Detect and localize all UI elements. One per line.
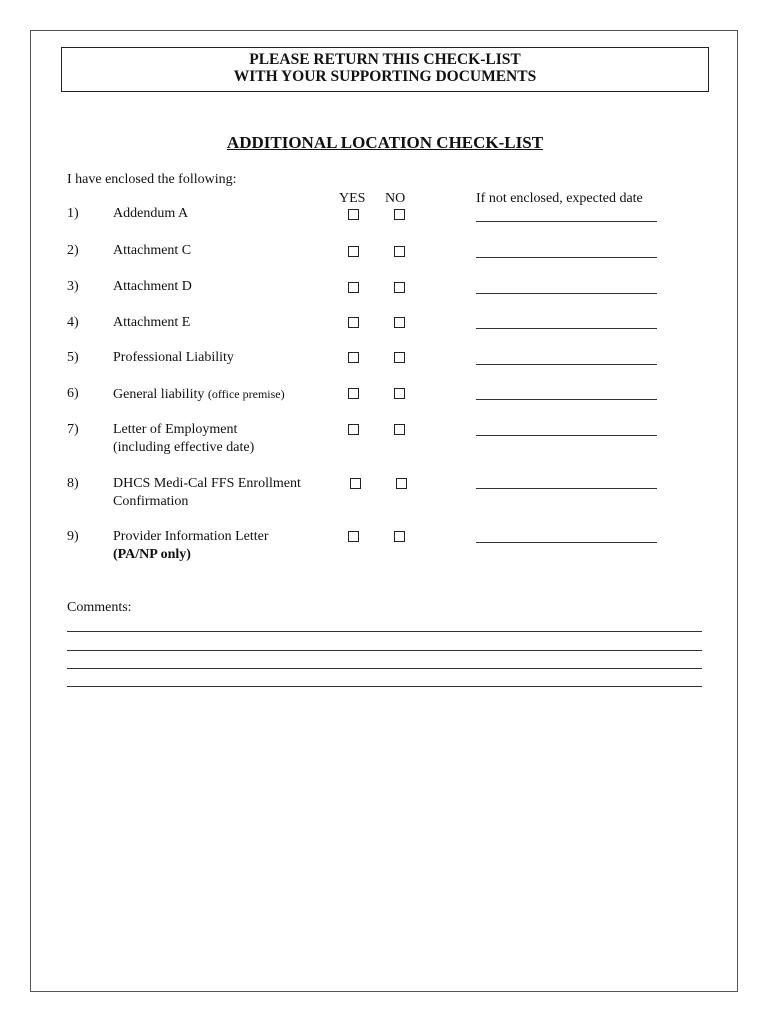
item-number: 8) (67, 476, 79, 491)
no-checkbox-addendum-a[interactable] (394, 209, 405, 220)
yes-checkbox-general-liability[interactable] (348, 388, 359, 399)
comment-line[interactable] (67, 686, 702, 687)
no-checkbox-attachment-c[interactable] (394, 246, 405, 257)
item-number: 3) (67, 279, 79, 294)
expected-date-line-dhcs-enrollment[interactable] (476, 488, 657, 489)
yes-column-header: YES (339, 191, 366, 206)
item-number: 6) (67, 386, 79, 401)
no-checkbox-letter-of-employment[interactable] (394, 424, 405, 435)
intro-text: I have enclosed the following: (67, 172, 237, 187)
expected-date-line-addendum-a[interactable] (476, 221, 657, 222)
expected-date-line-attachment-e[interactable] (476, 328, 657, 329)
no-column-header: NO (385, 191, 406, 206)
item-number: 1) (67, 206, 79, 221)
expected-date-line-attachment-d[interactable] (476, 293, 657, 294)
yes-checkbox-attachment-e[interactable] (348, 317, 359, 328)
yes-checkbox-professional-liability[interactable] (348, 352, 359, 363)
item-label-professional-liability: Professional Liability (113, 350, 234, 365)
expected-date-line-professional-liability[interactable] (476, 364, 657, 365)
return-notice-line-1: PLEASE RETURN THIS CHECK-LIST (249, 51, 521, 68)
no-checkbox-attachment-e[interactable] (394, 317, 405, 328)
yes-checkbox-attachment-d[interactable] (348, 282, 359, 293)
comment-line[interactable] (67, 650, 702, 651)
no-checkbox-professional-liability[interactable] (394, 352, 405, 363)
expected-date-line-provider-information-letter[interactable] (476, 542, 657, 543)
item-label-letter-of-employment: Letter of Employment (including effective date) (113, 422, 255, 455)
form-title: ADDITIONAL LOCATION CHECK-LIST (226, 133, 544, 152)
item-number: 2) (67, 243, 79, 258)
no-checkbox-dhcs-enrollment[interactable] (396, 478, 407, 489)
yes-checkbox-dhcs-enrollment[interactable] (350, 478, 361, 489)
date-column-header: If not enclosed, expected date (476, 191, 643, 206)
yes-checkbox-addendum-a[interactable] (348, 209, 359, 220)
item-label-attachment-c: Attachment C (113, 243, 192, 258)
expected-date-line-letter-of-employment[interactable] (476, 435, 657, 436)
return-notice-box (61, 47, 709, 92)
item-number: 4) (67, 315, 79, 330)
no-checkbox-attachment-d[interactable] (394, 282, 405, 293)
item-label-provider-information-letter: Provider Information Letter (PA/NP only) (113, 529, 269, 562)
yes-checkbox-provider-information-letter[interactable] (348, 531, 359, 542)
item-number: 7) (67, 422, 79, 437)
item-label-attachment-d: Attachment D (113, 279, 192, 294)
item-label-dhcs-enrollment: DHCS Medi-Cal FFS Enrollment Confirmation (113, 476, 301, 509)
item-number: 5) (67, 350, 79, 365)
comment-line[interactable] (67, 668, 702, 669)
item-number: 9) (67, 529, 79, 544)
return-notice-line-2: WITH YOUR SUPPORTING DOCUMENTS (233, 68, 537, 85)
item-label-general-liability: General liability (office premise) (113, 387, 285, 402)
item-label-addendum-a: Addendum A (113, 206, 189, 221)
no-checkbox-provider-information-letter[interactable] (394, 531, 405, 542)
expected-date-line-general-liability[interactable] (476, 399, 657, 400)
no-checkbox-general-liability[interactable] (394, 388, 405, 399)
comment-line[interactable] (67, 631, 702, 632)
comments-label: Comments: (67, 600, 132, 615)
yes-checkbox-letter-of-employment[interactable] (348, 424, 359, 435)
yes-checkbox-attachment-c[interactable] (348, 246, 359, 257)
expected-date-line-attachment-c[interactable] (476, 257, 657, 258)
item-label-attachment-e: Attachment E (113, 315, 191, 330)
